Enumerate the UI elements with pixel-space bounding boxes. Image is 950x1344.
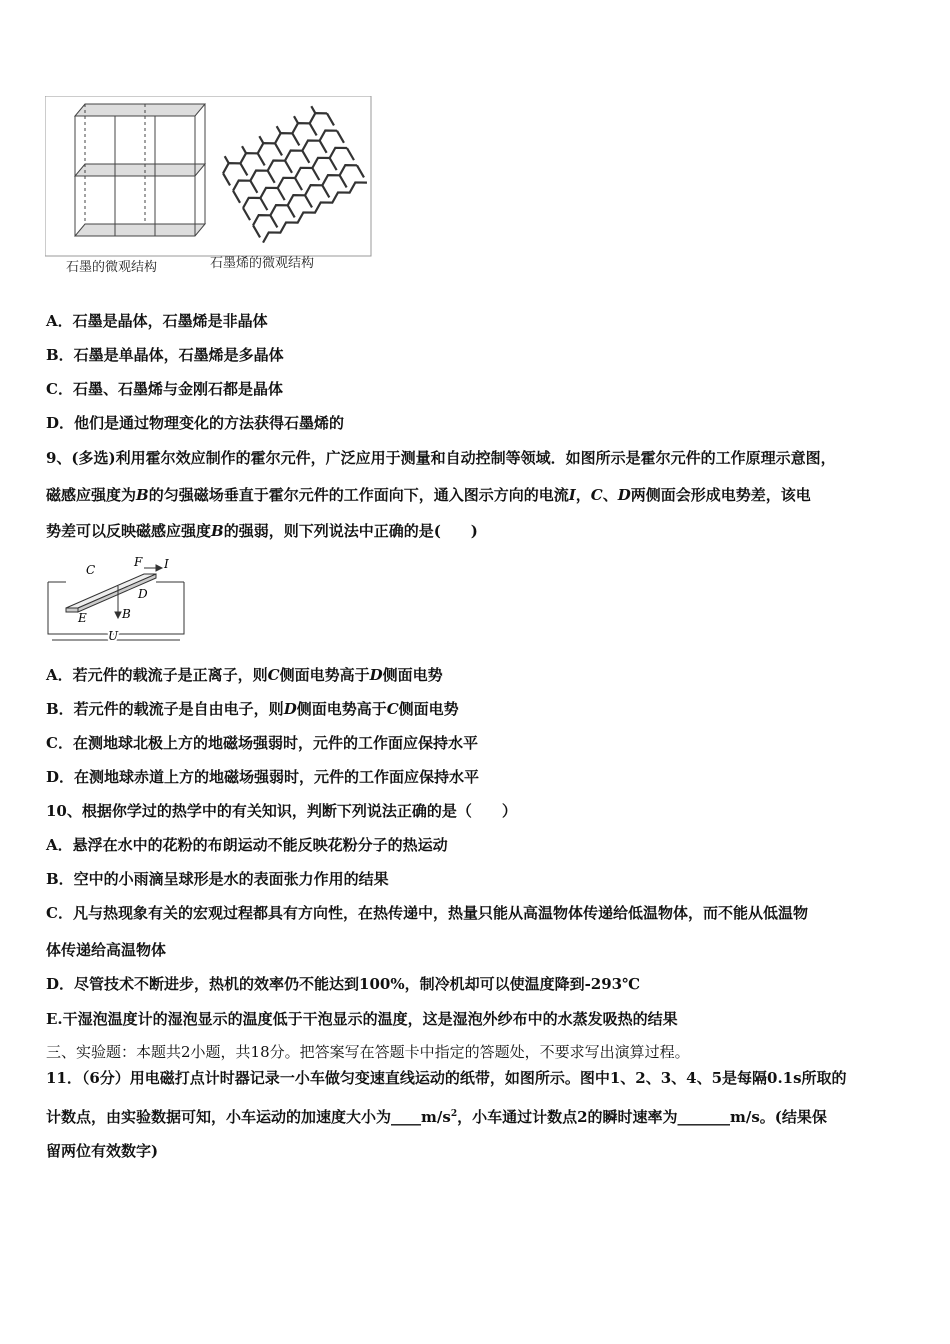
- q9-symbol-d: D: [283, 700, 297, 718]
- q9-option-b: [46, 698, 459, 720]
- q9-stem-line1: 9、(多选)利用霍尔效应制作的霍尔元件，广泛应用于测量和自动控制等领域．如图所示是霍尔元件的工作原理示意图，: [46, 449, 836, 467]
- q9-text: ，: [575, 486, 591, 504]
- graphite-structure-drawing: [75, 104, 205, 236]
- q9-symbol-b: B: [211, 522, 224, 540]
- q8-option-d: D．他们是通过物理变化的方法获得石墨烯的: [46, 414, 345, 432]
- q11-stem-line3: 留两位有效数字): [46, 1142, 159, 1160]
- q9-stem-line3: [46, 520, 478, 542]
- graphene-caption: 石墨烯的微观结构: [210, 256, 315, 271]
- q11-stem-line2: [46, 1103, 827, 1128]
- q9-text: 两侧面会形成电势差，该电: [630, 486, 811, 504]
- hall-label-d: D: [138, 587, 148, 601]
- q9-text: 侧面电势高于: [279, 666, 370, 684]
- q10-option-e: E.干湿泡温度计的湿泡显示的温度低于干泡显示的温度，这是湿泡外纱布中的水蒸发吸热的结果: [46, 1010, 678, 1028]
- q9-text: 侧面电势: [382, 666, 443, 684]
- hall-label-i: I: [164, 557, 169, 571]
- q11-text: 计数点，由实验数据可知，小车运动的加速度大小为____m/s: [46, 1108, 451, 1126]
- q8-option-b: B．石墨是单晶体，石墨烯是多晶体: [46, 346, 284, 364]
- q11-text: ，小车通过计数点2的瞬时速率为_______m/s。(结果保: [457, 1108, 827, 1126]
- q9-symbol-d: D: [369, 666, 383, 684]
- q9-symbol-d: D: [617, 486, 631, 504]
- q9-symbol-c: C: [590, 486, 603, 504]
- q9-option-a: [46, 664, 443, 686]
- q9-text: 的匀强磁场垂直于霍尔元件的工作面向下，通入图示方向的电流: [148, 486, 569, 504]
- q9-symbol-c: C: [386, 700, 399, 718]
- q9-text: 势差可以反映磁感应强度: [46, 522, 212, 540]
- q11-stem-line1: 11．（6分）用电磁打点计时器记录一小车做匀变速直线运动的纸带，如图所示。图中1、2、3、4、5是每隔0.1s所取的: [46, 1069, 847, 1087]
- q9-option-d: D．在测地球赤道上方的地磁场强弱时，元件的工作面应保持水平: [46, 768, 480, 786]
- hall-label-e: E: [78, 611, 87, 625]
- q10-option-c-line1: C．凡与热现象有关的宏观过程都具有方向性，在热传递中，热量只能从高温物体传递给低温物体，而不能从低温物: [46, 904, 808, 922]
- q9-text: 侧面电势: [398, 700, 459, 718]
- q10-option-b: B．空中的小雨滴呈球形是水的表面张力作用的结果: [46, 870, 389, 888]
- q9-text: B．若元件的载流子是自由电子，则: [46, 700, 284, 718]
- q8-option-c: C．石墨、石墨烯与金刚石都是晶体: [46, 380, 283, 398]
- q9-symbol-i: I: [568, 486, 576, 504]
- q9-stem-line2: [46, 484, 811, 506]
- hall-label-c: C: [86, 563, 96, 577]
- q9-text: 、: [602, 486, 618, 504]
- graphite-caption: 石墨的微观结构: [66, 260, 158, 275]
- q9-text: 侧面电势高于: [296, 700, 387, 718]
- q9-text: 的强弱，则下列说法中正确的是( ): [223, 522, 478, 540]
- hall-label-b: B: [122, 607, 131, 621]
- q10-option-c-line2: 体传递给高温物体: [46, 941, 167, 959]
- hall-label-f: F: [134, 556, 143, 569]
- q9-option-c: C．在测地球北极上方的地磁场强弱时，元件的工作面应保持水平: [46, 734, 478, 752]
- q10-option-d: D．尽管技术不断进步，热机的效率仍不能达到100%，制冷机却可以使温度降到-293℃: [46, 975, 641, 993]
- crystal-structure-figure: [45, 96, 375, 261]
- q11-superscript: 2: [450, 1109, 458, 1119]
- q8-option-a: A．石墨是晶体，石墨烯是非晶体: [46, 312, 268, 330]
- q9-text: A．若元件的载流子是正离子，则: [46, 666, 268, 684]
- q10-option-a: A．悬浮在水中的花粉的布朗运动不能反映花粉分子的热运动: [46, 836, 448, 854]
- section-3-heading: 三、实验题：本题共2小题，共18分。把答案写在答题卡中指定的答题处，不要求写出演算过程。: [46, 1043, 690, 1061]
- hall-label-u: U: [108, 629, 119, 643]
- q10-stem: 10、根据你学过的热学中的有关知识，判断下列说法正确的是（ ）: [46, 802, 517, 820]
- graphene-structure-drawing: [216, 101, 367, 242]
- q9-text: 磁感应强度为: [46, 486, 137, 504]
- q9-symbol-b: B: [136, 486, 149, 504]
- hall-element-figure: [44, 556, 189, 646]
- q9-symbol-c: C: [267, 666, 280, 684]
